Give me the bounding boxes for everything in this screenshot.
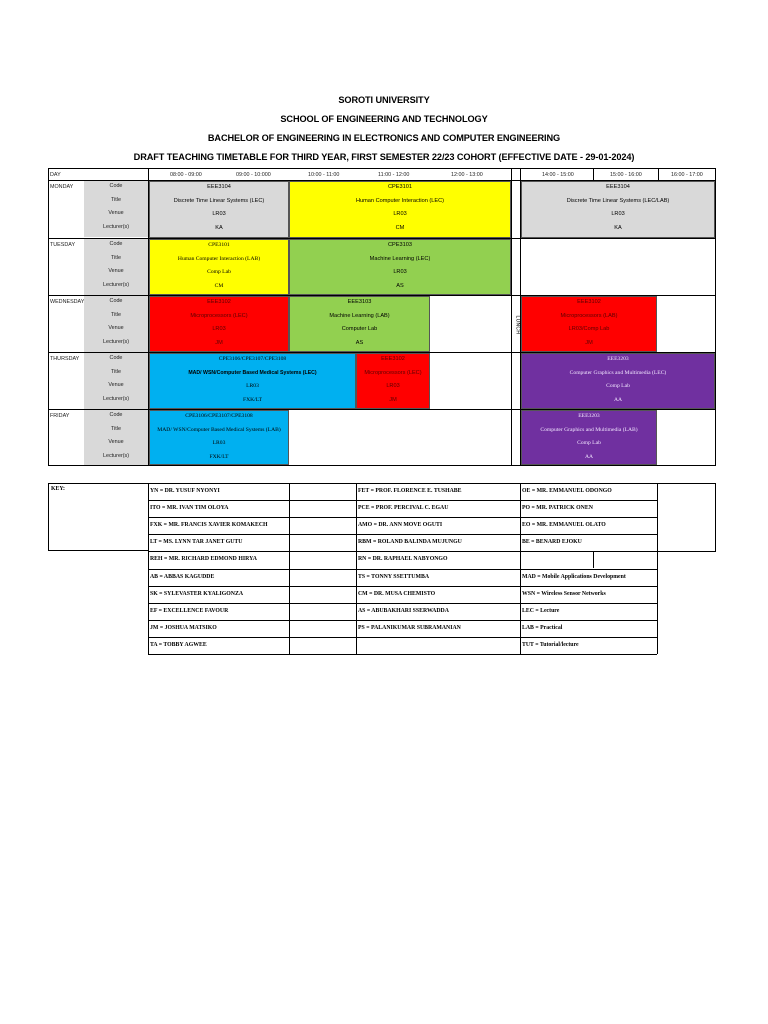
grid-line (148, 517, 657, 518)
row-label-lecturers: Lecturer(s) (102, 338, 130, 345)
day-wednesday: WEDNESDAY (50, 299, 85, 305)
key-entry-lecturer: FXK = MR. FRANCIS XAVIER KOMAKECH (150, 522, 268, 528)
course-code: CPE3103 (388, 242, 412, 248)
programme-name: BACHELOR OF ENGINEERING IN ELECTRONICS AND COMPUTER ENGINEERING (207, 133, 561, 143)
time-slot: 11:00 - 12:00 (378, 172, 410, 178)
grid-line (657, 483, 716, 484)
key-entry: LAB = Practical (522, 625, 563, 631)
course-title: Discrete Time Linear Systems (LEC/LAB) (566, 197, 670, 204)
course-lecturer: JM (389, 396, 397, 403)
row-label-title: Title (111, 254, 121, 261)
key-entry-lecturer: REH = MR. RICHARD EDMOND HIRYA (150, 556, 257, 562)
key-entry-lecturer: RN = DR. RAPHAEL NABYONGO (358, 556, 448, 562)
key-entry-lecturer: LT = MS. LYNN TAR JANET GUTU (150, 539, 243, 545)
row-label-code: Code (109, 298, 123, 304)
grid-line (148, 483, 149, 654)
course-block-mon-a (149, 181, 289, 238)
grid-line (148, 569, 657, 570)
course-venue: LR03 (611, 211, 625, 217)
course-lecturer: AA (613, 396, 623, 403)
key-entry-lecturer: AMO = DR. ANN MOVE OGUTI (358, 522, 443, 528)
course-title: Computer Graphics and Multimedia (LAB) (540, 426, 638, 433)
course-venue: LR03 (246, 383, 259, 389)
course-venue: Comp Lab (577, 440, 601, 446)
course-title: Machine Learning (LEC) (369, 255, 431, 262)
key-entry-lecturer: PS = PALANIKUMAR SUBRAMANIAN (358, 625, 461, 631)
course-code: CPE3106/CPE3107/CPE3108 (218, 356, 287, 362)
key-entry-lecturer: YN = DR. YUSUF NYONYI (150, 488, 220, 494)
course-code: CPE3101 (208, 242, 230, 248)
grid-line (148, 637, 657, 638)
row-label-title: Title (111, 425, 121, 432)
grid-line (520, 483, 521, 654)
course-code: EEE3104 (606, 184, 630, 190)
course-title: Machine Learning (LAB) (329, 312, 390, 319)
course-lecturer: CM (395, 224, 405, 231)
key-entry-lecturer: ITO = MR. IVAN TIM OLOYA (150, 505, 229, 511)
course-lecturer: KA (215, 224, 223, 231)
course-lecturer: JM (215, 339, 223, 346)
course-code: CPE3101 (388, 184, 412, 190)
key-entry: PO = MR. PATRICK ONEN (522, 505, 593, 511)
key-entry: LEC = Lecture (522, 608, 560, 614)
course-title: Microprocessors (LEC) (364, 369, 422, 376)
key-table (48, 483, 716, 654)
course-code: EEE3102 (207, 299, 231, 305)
row-label-code: Code (109, 412, 123, 418)
key-entry: TUT = Tutorial/lecture (522, 642, 579, 648)
course-venue: Comp Lab (606, 383, 630, 389)
lunch-label: LUNCH (514, 315, 521, 335)
course-block-thu-c (521, 353, 715, 409)
course-block-fri-c (521, 410, 657, 465)
course-lecturer: AS (355, 339, 364, 346)
university-name: SOROTI UNIVERSITY (338, 95, 430, 105)
course-venue: LR03 (212, 211, 226, 217)
key-entry-lecturer: TA = TOBBY AGWEE (150, 642, 207, 648)
row-label-title: Title (111, 196, 121, 203)
course-code: EEE3203 (578, 413, 600, 419)
key-label: KEY: (51, 486, 65, 492)
day-monday: MONDAY (50, 184, 74, 190)
grid-line (148, 654, 657, 655)
course-lecturer: FXK/LT (209, 453, 229, 460)
grid-line (148, 586, 657, 587)
grid-line (148, 620, 657, 621)
row-label-lecturers: Lecturer(s) (102, 452, 130, 459)
course-title: MAD/ WSN/Computer Based Medical Systems (LEC) (188, 369, 317, 376)
key-entry: WSN = Wireless Sensor Networks (522, 591, 606, 597)
course-lecturer: CM (214, 282, 224, 289)
row-label-title: Title (111, 311, 121, 318)
row-label-code: Code (109, 355, 123, 361)
row-label-title: Title (111, 368, 121, 375)
course-lecturer: AS (396, 282, 404, 289)
grid-line (657, 483, 658, 654)
course-block-thu-b (356, 353, 430, 409)
key-entry-lecturer: TS = TONNY SSETTUMBA (358, 574, 430, 580)
course-title: Microprocessors (LEC) (190, 312, 248, 319)
course-venue: Computer Lab (341, 326, 378, 332)
course-block-tue-b (289, 239, 511, 295)
course-lecturer: JM (585, 339, 593, 346)
row-label-venue: Venue (108, 325, 124, 331)
course-lecturer: FXK/LT (242, 396, 263, 403)
course-title: MAD/ WSN/Computer Based Medical Systems (LAB) (157, 426, 281, 433)
row-label-venue: Venue (108, 210, 124, 216)
course-venue: LR03 (393, 211, 407, 217)
time-slot: 15:00 - 16:00 (610, 172, 642, 178)
course-venue: LR03 (212, 440, 226, 446)
day-friday: FRIDAY (50, 413, 70, 419)
course-block-thu-a (149, 353, 356, 409)
course-block-wed-c (521, 296, 657, 352)
course-venue: LR03/Comp Lab (568, 326, 610, 332)
course-venue: LR03 (393, 269, 407, 275)
key-entry-lecturer: AS = ABUBAKHARI SSERWADDA (358, 608, 449, 614)
course-block-mon-c (521, 181, 715, 238)
time-slot: 09:00 - 10:000 (236, 172, 271, 178)
grid-line (148, 500, 657, 501)
course-title: Discrete Time Linear Systems (LEC) (173, 197, 265, 204)
grid-line (289, 483, 290, 654)
time-slot: 10:00 - 11:00 (308, 172, 340, 178)
grid-line (715, 483, 716, 551)
course-venue: Comp Lab (207, 269, 231, 275)
day-tuesday: TUESDAY (50, 242, 76, 248)
course-title: Human Computer Interaction (LAB) (177, 255, 261, 262)
course-lecturer: AA (584, 453, 594, 460)
course-code: EEE3102 (381, 356, 405, 362)
grid-line (148, 603, 657, 604)
grid-line (148, 551, 657, 552)
day-header: DAY (50, 172, 61, 178)
key-entry-lecturer: FET = PROF. FLORENCE E. TUSHABE (358, 488, 462, 494)
course-title: Computer Graphics and Multimedia (LEC) (569, 369, 667, 376)
key-entry: MAD = Mobile Applications Development (522, 574, 626, 580)
row-label-lecturers: Lecturer(s) (102, 395, 130, 402)
time-slot: 14:00 - 15:00 (542, 172, 574, 178)
course-code: CPE3106/CPE3107/CPE3108 (185, 413, 253, 419)
course-code: EEE3103 (347, 299, 372, 305)
grid-line (593, 551, 594, 568)
time-slot: 12:00 - 13:00 (451, 172, 483, 178)
key-entry-lecturer: CM = DR. MUSA CHEMISTO (358, 591, 436, 597)
row-label-venue: Venue (108, 268, 124, 274)
course-code: EEE3102 (577, 299, 601, 305)
key-entry: EO = MR. EMMANUEL OLATO (522, 522, 606, 528)
grid-line (148, 534, 657, 535)
key-entry-lecturer: EF = EXCELLENCE FAVOUR (150, 608, 229, 614)
grid-line (48, 550, 148, 551)
key-entry: BE = BENARD EJOKU (522, 539, 582, 545)
course-block-wed-b (289, 296, 430, 352)
grid-line (657, 551, 716, 552)
course-block-wed-a (149, 296, 289, 352)
row-label-lecturers: Lecturer(s) (102, 281, 130, 288)
course-block-mon-b (289, 181, 511, 238)
row-label-lecturers: Lecturer(s) (102, 223, 130, 230)
timetable (48, 168, 716, 466)
row-label-venue: Venue (108, 439, 124, 445)
course-block-tue-a (149, 239, 289, 295)
day-thursday: THURSDAY (50, 356, 80, 362)
row-label-venue: Venue (108, 382, 124, 388)
grid-line (356, 483, 357, 654)
course-lecturer: KA (614, 224, 622, 231)
time-slot: 08:00 - 09:00 (170, 172, 202, 178)
course-code: EEE3104 (207, 184, 231, 190)
time-slot: 16:00 - 17:00 (671, 172, 703, 178)
school-name: SCHOOL OF ENGINEERING AND TECHNOLOGY (280, 114, 488, 124)
timetable-title: DRAFT TEACHING TIMETABLE FOR THIRD YEAR, FIRST SEMESTER 22/23 COHORT (EFFECTIVE DATE - 29-01-2024) (133, 152, 635, 162)
row-label-code: Code (109, 183, 123, 189)
course-venue: LR03 (212, 326, 226, 332)
key-entry-lecturer: SK = SYLEVASTER KYALIGONZA (150, 591, 244, 597)
key-entry-lecturer: JM = JOSHUA MATSIKO (150, 625, 217, 631)
key-entry-lecturer: PCE = PROF. PERCIVAL C. EGAU (358, 505, 449, 511)
course-title: Human Computer Interaction (LEC) (356, 197, 444, 204)
grid-line (48, 483, 49, 551)
key-entry-lecturer: AB = ABBAS KAGUDDE (150, 574, 215, 580)
course-title: Microprocessors (LAB) (560, 312, 618, 319)
key-entry: OE = MR. EMMANUEL ODONGO (522, 488, 612, 494)
course-code: EEE3203 (607, 356, 629, 362)
row-label-code: Code (109, 241, 123, 247)
key-entry-lecturer: RBM = ROLAND BALINDA MUJUNGU (358, 539, 462, 545)
course-venue: LR03 (386, 383, 400, 389)
course-block-fri-a (149, 410, 289, 465)
